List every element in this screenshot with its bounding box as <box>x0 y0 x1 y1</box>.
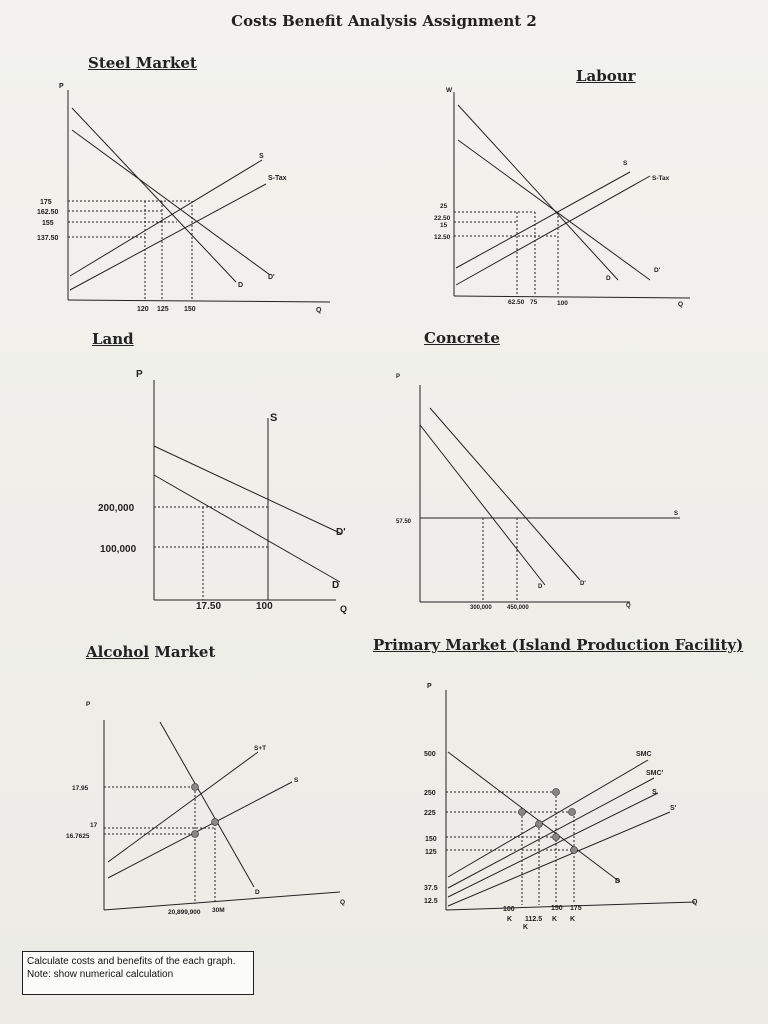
steel-market-title: Steel Market <box>88 54 197 72</box>
land-curve-label: S <box>270 412 278 424</box>
labour-curve-label: D' <box>654 267 661 274</box>
labour-curve-label: D <box>606 275 611 282</box>
alcohol-y-tick: 16.7625 <box>66 833 90 840</box>
primary-demand-curve <box>448 752 620 882</box>
land-dashed-guides <box>154 507 268 600</box>
labour-x-tick: 62.50 <box>508 299 525 306</box>
concrete-x-axis-label: Q <box>626 603 631 609</box>
primary-curve-label: S' <box>670 805 677 812</box>
concrete-x-tick: 300,000 <box>470 605 492 611</box>
steel-x-axis-label: Q <box>316 307 322 314</box>
labour-title: Labour <box>576 67 636 85</box>
steel-curve-label: S-Tax <box>268 175 287 182</box>
steel-x-axis <box>68 300 330 302</box>
concrete-curve-label: D' <box>580 581 586 587</box>
document-title: Costs Benefit Analysis Assignment 2 <box>231 12 537 30</box>
primary-y-tick: 250 <box>424 790 436 797</box>
instruction-line: Note: show numerical calculation <box>27 969 174 980</box>
land-y-axis-label: P <box>136 369 143 380</box>
primary-s-curve <box>448 793 658 897</box>
primary-smc-curve <box>448 760 648 877</box>
alcohol-title-underlined: Alcohol <box>86 643 150 661</box>
labour-x-axis-label: Q <box>678 301 684 308</box>
primary-y-tick: 12.5 <box>424 898 438 905</box>
primary-market-title: Primary Market (Island Production Facility) <box>373 636 744 654</box>
steel-graph <box>68 90 330 302</box>
alcohol-y-tick: 17.95 <box>72 785 89 792</box>
labour-x-tick: 75 <box>530 299 538 306</box>
alcohol-graph <box>104 720 340 910</box>
steel-x-tick: 125 <box>157 306 169 313</box>
concrete-y-axis-label: P <box>396 374 401 380</box>
land-graph <box>154 380 342 600</box>
labour-y-axis-label: W <box>446 87 453 94</box>
labour-curve-label: S <box>623 160 628 167</box>
alcohol-supply-tax-curve <box>108 752 258 862</box>
land-title: Land <box>92 330 134 348</box>
concrete-curve-label: D <box>538 584 543 590</box>
land-y-tick: 100,000 <box>100 544 137 555</box>
land-curve-label: D' <box>336 527 346 538</box>
steel-y-tick: 155 <box>42 220 54 227</box>
primary-curve-label: SMC' <box>646 770 664 777</box>
primary-y-tick: 125 <box>425 849 437 856</box>
steel-curve-label: S <box>259 153 264 160</box>
steel-curve-label: D <box>238 282 244 289</box>
primary-x-tick: 150 <box>551 905 563 912</box>
primary-x-tick: 175 <box>570 905 582 912</box>
steel-x-tick: 150 <box>184 306 196 313</box>
primary-smc-prime-curve <box>448 778 654 888</box>
primary-s-prime-curve <box>448 812 670 906</box>
steel-y-tick: 162.50 <box>37 209 59 216</box>
alcohol-curve-label: S+T <box>254 745 267 752</box>
labour-demand-prime-curve <box>458 140 650 280</box>
land-demand-prime-curve <box>154 446 342 534</box>
primary-x-sublabel: K <box>552 916 558 923</box>
concrete-curve-label: S <box>674 511 679 517</box>
primary-curve-label: SMC <box>636 751 652 758</box>
primary-curve-label: S <box>652 789 657 796</box>
land-y-tick: 200,000 <box>98 503 135 514</box>
land-x-tick: 17.50 <box>196 601 222 612</box>
steel-demand-curve <box>72 108 236 282</box>
concrete-y-tick: 57.50 <box>396 519 412 525</box>
alcohol-y-axis-label: P <box>86 701 91 708</box>
labour-y-tick: 15 <box>440 222 448 229</box>
alcohol-x-tick: 30M <box>212 907 225 914</box>
labour-supply-tax-curve <box>456 176 650 285</box>
primary-y-tick: 37.5 <box>424 885 438 892</box>
primary-x-sublabel: K <box>507 916 513 923</box>
steel-curve-label: D' <box>268 274 275 281</box>
alcohol-curve-label: D <box>255 889 260 896</box>
alcohol-supply-curve <box>108 782 292 878</box>
alcohol-x-axis-label: Q <box>340 899 346 906</box>
labour-x-axis <box>454 296 690 298</box>
steel-y-axis-label: P <box>59 83 64 90</box>
labour-y-tick: 22.50 <box>434 215 451 222</box>
alcohol-demand-curve <box>160 722 254 887</box>
instruction-box <box>22 951 254 995</box>
instruction-line: Calculate costs and benefits of the each graph. <box>27 956 236 967</box>
land-x-axis-label: Q <box>340 604 348 614</box>
primary-x-tick: 100 <box>503 906 515 913</box>
alcohol-x-tick: 20,899,900 <box>168 909 201 916</box>
labour-y-tick: 25 <box>440 203 448 210</box>
labour-supply-curve <box>456 172 630 268</box>
concrete-demand-prime-curve <box>430 408 580 580</box>
concrete-title: Concrete <box>424 329 500 347</box>
steel-x-tick: 120 <box>137 306 149 313</box>
steel-y-tick: 137.50 <box>37 235 59 242</box>
primary-y-tick: 150 <box>425 836 437 843</box>
concrete-demand-curve <box>420 425 545 585</box>
steel-supply-curve <box>70 160 262 276</box>
alcohol-title-rest: Market <box>149 643 216 661</box>
steel-demand-prime-curve <box>72 130 270 275</box>
labour-dashed-guides <box>454 212 558 296</box>
concrete-x-tick: 450,000 <box>507 605 529 611</box>
labour-y-tick: 12.50 <box>434 234 451 241</box>
alcohol-y-tick: 17 <box>90 822 98 829</box>
primary-curve-label: D <box>615 878 621 885</box>
land-demand-curve <box>154 475 340 582</box>
primary-x-tick: 112.5 <box>525 916 543 923</box>
land-x-tick: 100 <box>256 601 273 612</box>
labour-x-tick: 100 <box>557 300 568 307</box>
steel-y-tick: 175 <box>40 199 52 206</box>
primary-x-sublabel: K <box>570 916 576 923</box>
land-curve-label: D <box>332 580 340 591</box>
primary-x-sublabel: K <box>523 924 529 931</box>
primary-y-tick: 500 <box>424 751 436 758</box>
alcohol-curve-label: S <box>294 777 299 784</box>
concrete-graph <box>420 385 680 602</box>
labour-curve-label: S-Tax <box>652 175 670 182</box>
concrete-dashed-guides <box>483 518 517 602</box>
primary-y-tick: 225 <box>424 810 436 817</box>
primary-x-axis-label: Q <box>692 899 698 906</box>
intersection-points <box>192 784 578 854</box>
primary-graph <box>446 690 695 910</box>
primary-y-axis-label: P <box>427 683 432 690</box>
alcohol-dashed-guides <box>104 787 215 904</box>
